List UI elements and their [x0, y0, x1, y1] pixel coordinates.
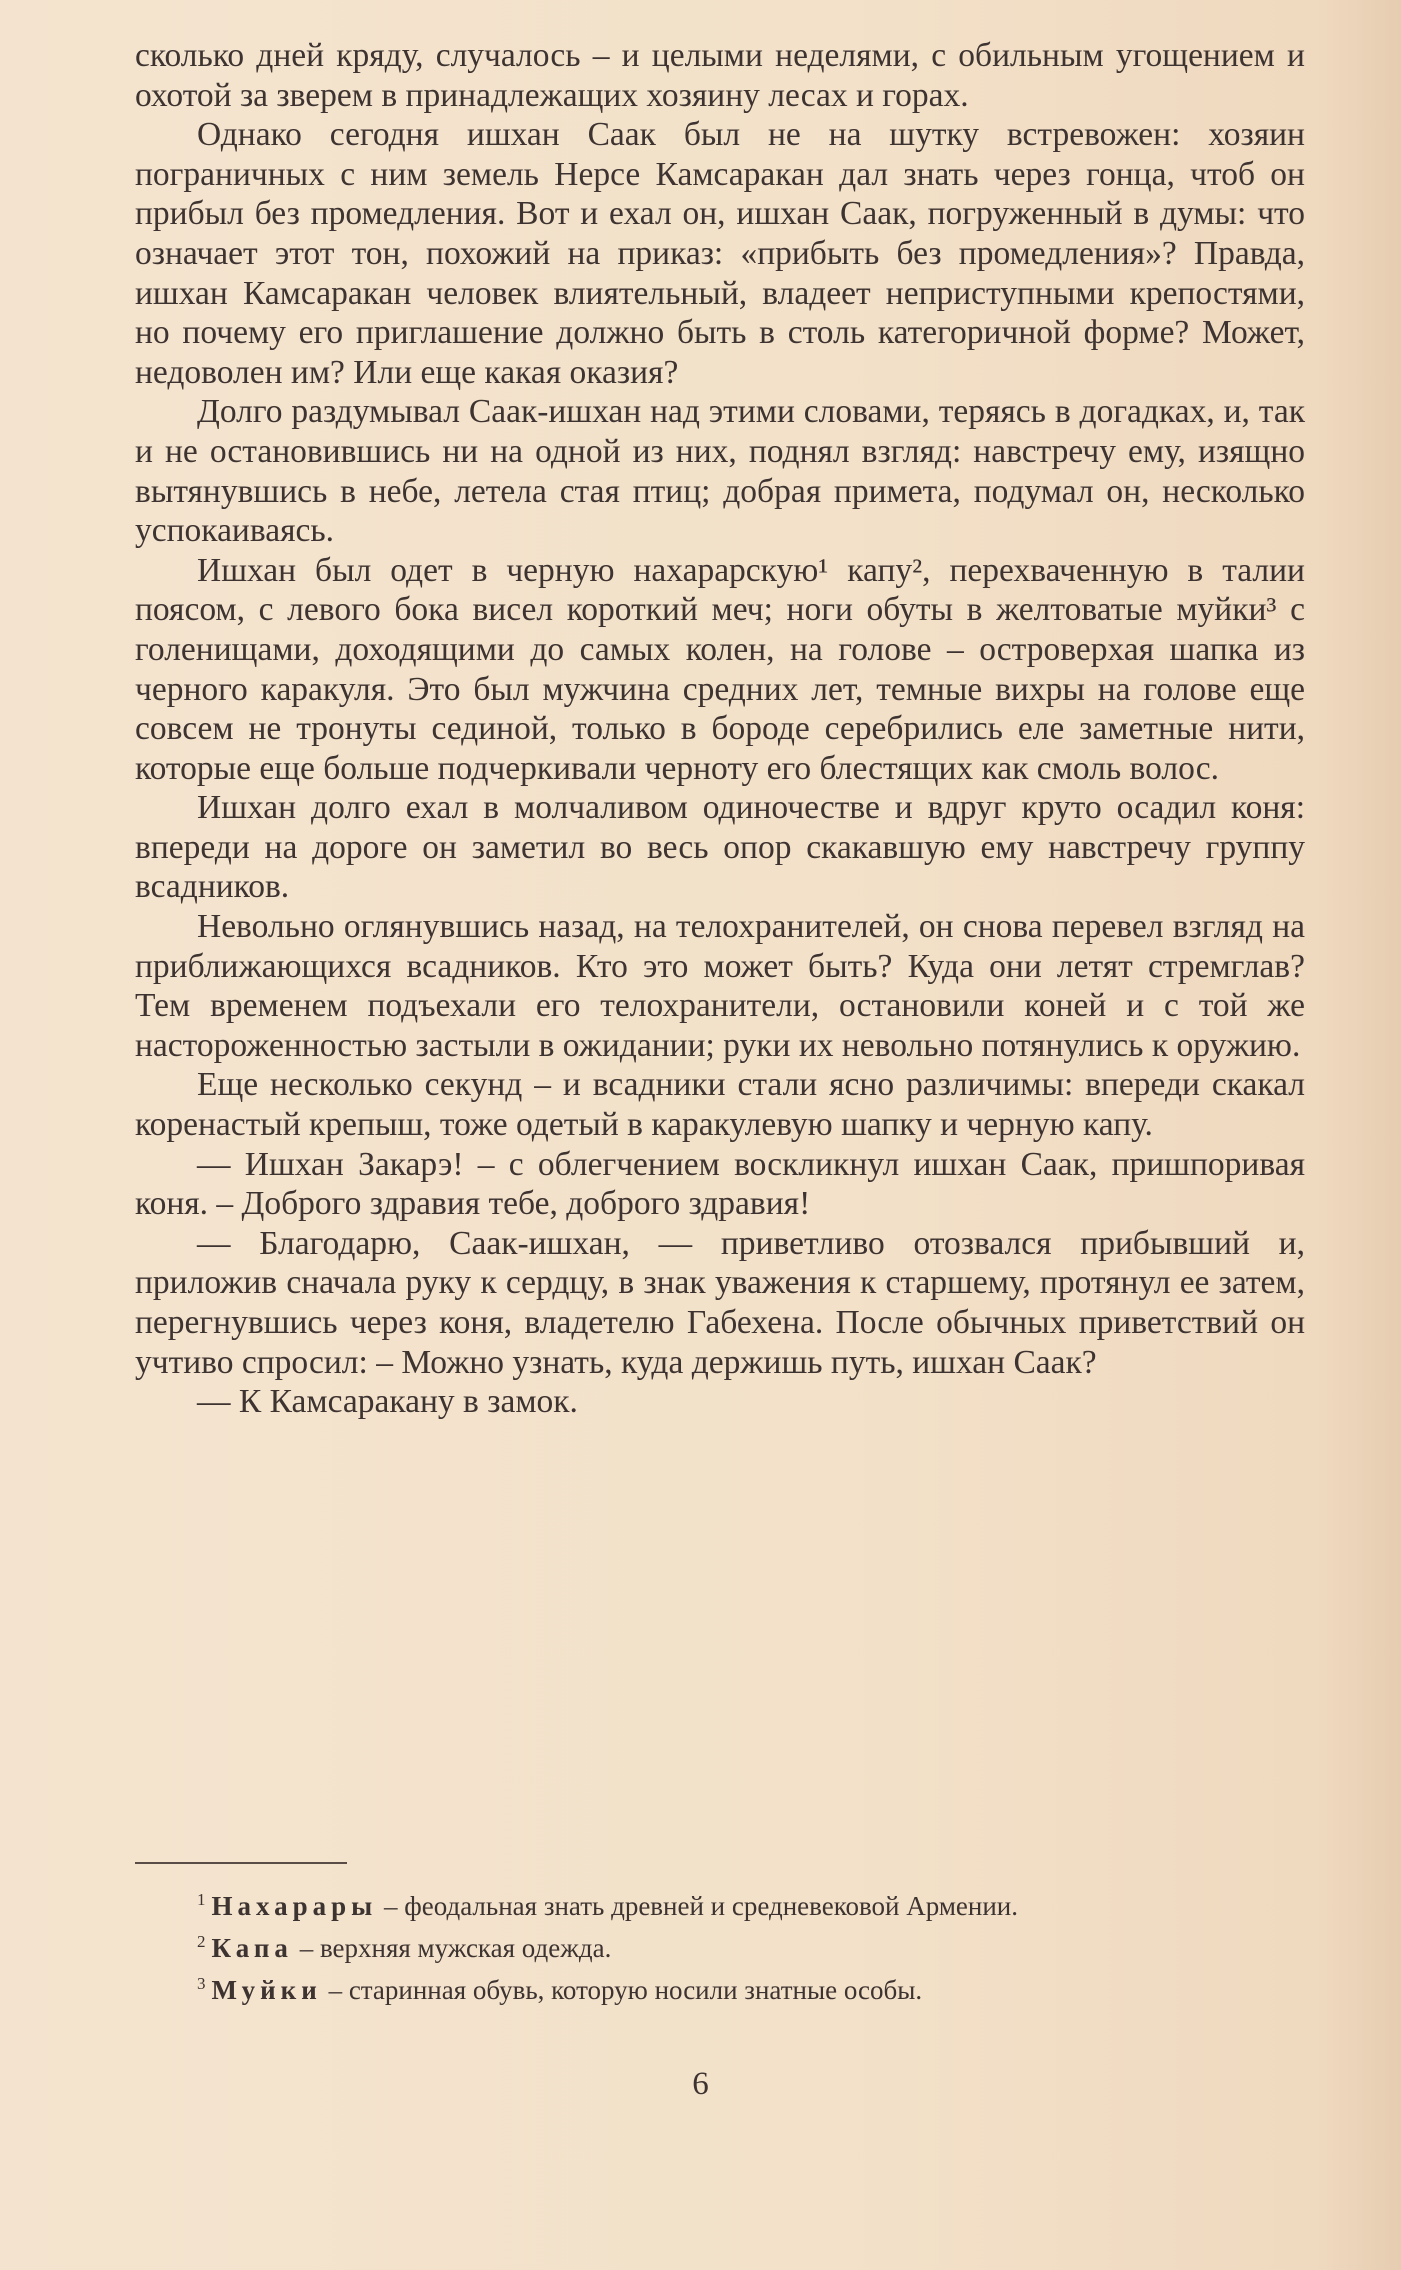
footnote-term: Капа — [211, 1933, 293, 1963]
footnote-term: Нахарары — [211, 1891, 378, 1921]
footnote-number: 1 — [197, 1890, 206, 1909]
footnote-text: – феодальная знать древней и средневековой Армении. — [377, 1891, 1019, 1921]
paragraph-2: Однако сегодня ишхан Саак был не на шутку встревожен: хозяин пограничных с ним земель Нерсе Камсаракан дал знать через гонца, чтоб он прибыл без промедления. Вот и ехал он, ишхан Саак, погруженный в думы: что означает этот тон, похожий на приказ: «прибыть без промедления»? Правда, ишхан Камсаракан человек влиятельный, владеет неприступными крепостями, но почему его приглашение должно быть в столь категоричной форме? Может, недоволен им? Или еще какая оказия? — [135, 116, 1305, 391]
paragraph-7: Еще несколько секунд – и всадники стали ясно различимы: впереди скакал коренастый крепыш, тоже одетый в каракулевую шапку и черную капу. — [135, 1066, 1305, 1144]
footnote-2 — [135, 1924, 1305, 1966]
paragraph-9: — Благодарю, Саак-ишхан, — приветливо отозвался прибывший и, приложив сначала руку к сердцу, в знак уважения к старшему, протянул ее затем, перегнувшись через коня, владетелю Габехена. После обычных приветствий он учтиво спросил: – Можно узнать, куда держишь путь, ишхан Саак? — [135, 1224, 1305, 1381]
body-text — [135, 36, 1305, 1422]
page-number: 6 — [692, 2066, 709, 2102]
footnote-term: Муйки — [211, 1975, 322, 2005]
footnote-text: – старинная обувь, которую носили знатные особы. — [321, 1975, 923, 2005]
footnote-text: – верхняя мужская одежда. — [292, 1933, 612, 1963]
footnote-divider — [135, 1862, 347, 1864]
footnote-number: 3 — [197, 1974, 206, 1993]
paragraph-10: — К Камсаракану в замок. — [197, 1383, 578, 1421]
footnote-number: 2 — [197, 1932, 206, 1951]
footnote-1 — [135, 1882, 1305, 1924]
paragraph-1: сколько дней кряду, случалось – и целыми неделями, с обильным угощением и охотой за зверем в принадлежащих хозяину лесах и горах. — [135, 37, 1305, 114]
paragraph-4: Ишхан был одет в черную нахарарскую¹ капу², перехваченную в талии поясом, с левого бока висел короткий меч; ноги обуты в желтоватые муйки³ с голенищами, доходящими до самых колен, на голове – островерхая шапка из черного каракуля. Это был мужчина средних лет, темные вихры на голове еще совсем не тронуты сединой, только в бороде серебрились еле заметные нити, которые еще больше подчеркивали черноту его блестящих как смоль волос. — [135, 551, 1305, 787]
paragraph-8: — Ишхан Закарэ! – с облегчением воскликнул ишхан Саак, пришпоривая коня. – Доброго здравия тебе, доброго здравия! — [135, 1145, 1305, 1223]
paragraph-5: Ишхан долго ехал в молчаливом одиночестве и вдруг круто осадил коня: впереди на дороге он заметил во весь опор скакавшую ему навстречу группу всадников. — [135, 789, 1305, 906]
footnotes — [135, 1882, 1305, 2008]
paragraph-6: Невольно оглянувшись назад, на телохранителей, он снова перевел взгляд на приближающихся всадников. Кто это может быть? Куда они летят стремглав? Тем временем подъехали его телохранители, остановили коней и с той же настороженностью застыли в ожидании; руки их невольно потянулись к оружию. — [135, 908, 1305, 1064]
paragraph-3: Долго раздумывал Саак-ишхан над этими словами, теряясь в догадках, и, так и не остановившись ни на одной из них, поднял взгляд: навстречу ему, изящно вытянувшись в небе, летела стая птиц; добрая примета, подумал он, несколько успокаиваясь. — [135, 393, 1305, 550]
footnote-3 — [135, 1966, 1305, 2008]
